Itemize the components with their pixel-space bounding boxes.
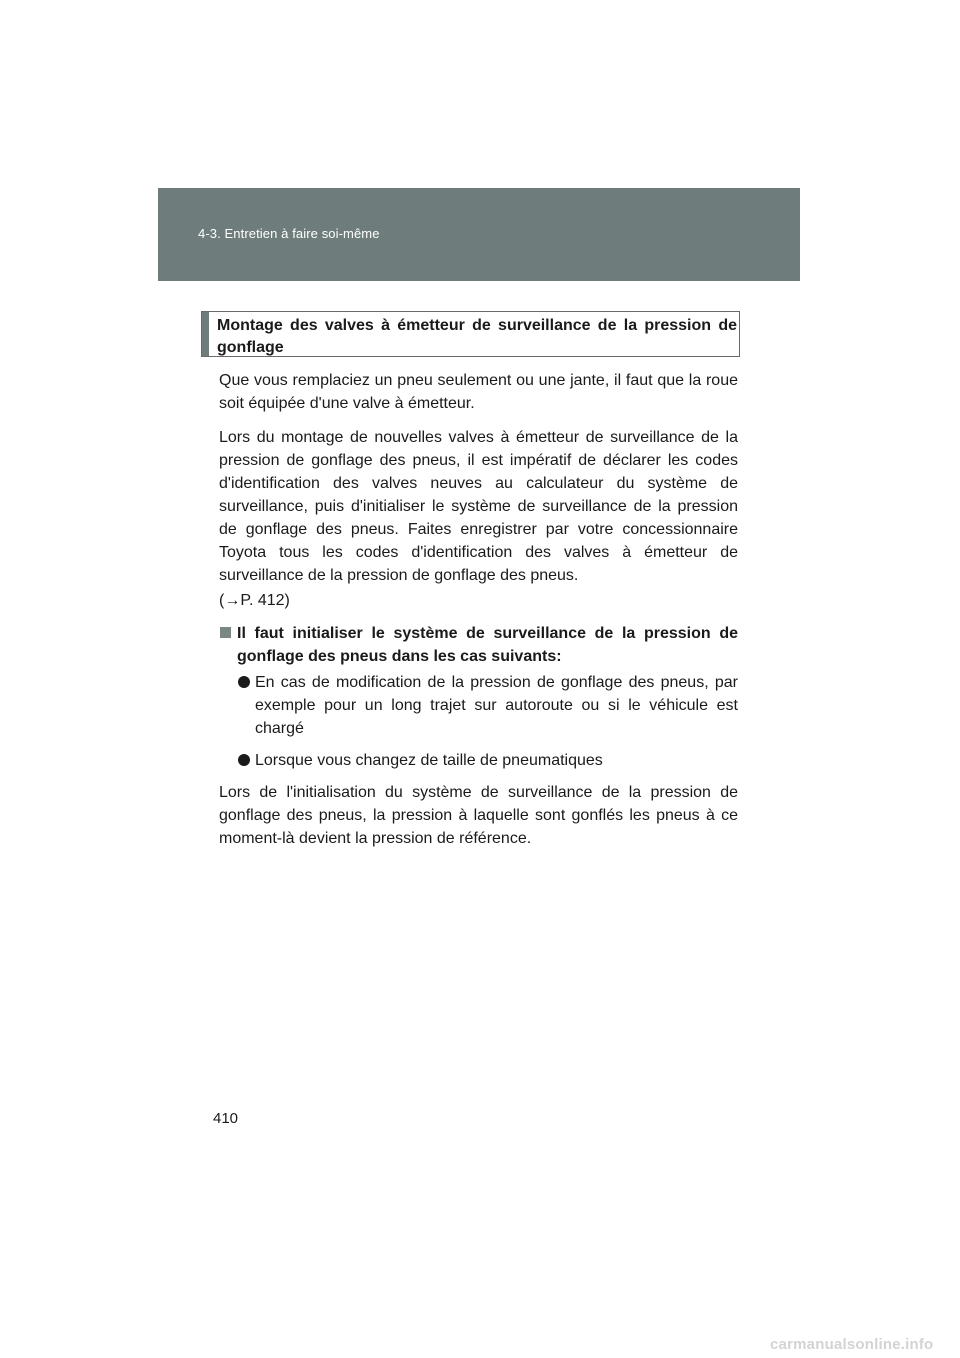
paragraph-valve-requirement: Que vous remplaciez un pneu seulement ou une jante, il faut que la roue soit équipée d'une valve à émetteur. bbox=[219, 372, 738, 412]
paragraph-reference-pressure: Lors de l'initialisation du système de surveillance de la pression de gonflage des pneus, la pression à laquelle sont gonflés les pneus à ce moment-là devient la pression de référence. bbox=[219, 784, 738, 847]
list-item bbox=[219, 671, 738, 740]
main-content bbox=[219, 369, 738, 861]
chapter-section-label: 4-3. Entretien à faire soi-même bbox=[198, 226, 380, 241]
list-item bbox=[219, 749, 738, 772]
section-title-accent-bar bbox=[202, 312, 209, 356]
subheading-text: Il faut initialiser le système de surveillance de la pression de gonflage des pneus dans les cas suivants: bbox=[237, 625, 738, 665]
paragraph-new-valves: Lors du montage de nouvelles valves à émetteur de surveillance de la pression de gonflage des pneus, il est impératif de déclarer les codes d'identification des valves neuves au calculateur du système de surveillance, puis d'initialiser le système de surveillance de la pression de gonflage des pneus. Faites enregistrer par votre concessionnaire Toyota tous les codes d'identification des valves à émetteur de surveillance de la pression de gonflage des pneus. bbox=[219, 429, 738, 584]
round-bullet-icon bbox=[238, 754, 250, 766]
section-title: Montage des valves à émetteur de surveillance de la pression de gonflage bbox=[217, 317, 737, 356]
list-item-text: Lorsque vous changez de taille de pneumatiques bbox=[255, 752, 603, 769]
page-reference-link[interactable]: (→P. 412) bbox=[219, 592, 290, 609]
chapter-header-band bbox=[158, 188, 800, 281]
round-bullet-icon bbox=[238, 676, 250, 688]
subheading-initialization bbox=[219, 622, 738, 668]
page-number: 410 bbox=[213, 1110, 239, 1127]
list-item-text: En cas de modification de la pression de gonflage des pneus, par exemple pour un long trajet sur autoroute ou si le véhicule est chargé bbox=[255, 674, 738, 737]
section-title-box bbox=[201, 311, 740, 357]
watermark-text: carmanualsonline.info bbox=[770, 1336, 934, 1353]
square-bullet-icon bbox=[220, 627, 231, 638]
